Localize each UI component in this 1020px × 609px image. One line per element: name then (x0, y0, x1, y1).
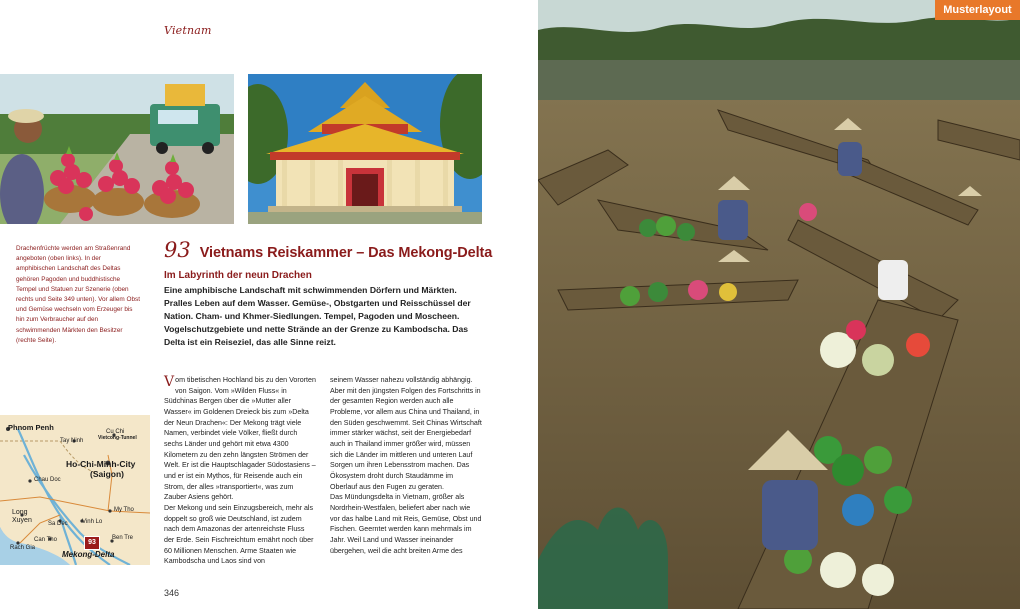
body-paragraph: Der Mekong und sein Einzugsbereich, mehr als doppelt so groß wie Deutschland, ist zudem nach dem Amazonas der artenreichste Fluss der Erde. Sein Fischreichtum ernährt noch über 60 Millionen Menschen. Arme Staaten wie Kambodscha und Laos sind von (164, 503, 314, 566)
photo-caption (16, 244, 140, 346)
musterlayout-badge: Musterlayout (935, 0, 1020, 20)
map-label-cu-chi: Cu Chi (106, 429, 125, 435)
body-column-2 (330, 375, 482, 556)
map-label-my-tho: My Tho (114, 507, 134, 513)
map-label-xuyen: Xuyen (12, 517, 32, 524)
chapter-title (164, 238, 504, 264)
body-text: om tibetischen Hochland bis zu den Vororten von Saigon. Vom »Wilden Fluss« in Südchinas Bergen über die »Mutter aller Wasser« im Goldenen Dreieck bis zum »Delta der Neun Drachen«: Der Mekong trägt viele Namen, verbindet viele Völker, fließt durch sechs Länder und gehört mit etwa 4300 Kilometern zu den zehn längsten Strömen der Welt. Er ist die Hauptschlagader Südostasiens – und er ist ein Mythos, für Reisende auch ein Strom, der alles »transportiert«, was zum Zauber Asiens gehört. (164, 376, 316, 502)
running-head: Vietnam (164, 24, 212, 37)
map-label-saigon: (Saigon) (90, 469, 124, 479)
caption-text: Drachenfrüchte werden am Straßenrand angeboten (oben links). In der amphibischen Landschaft des Deltas gehören Pagoden und buddhistische Tempel und Statuen zur Szenerie (oben rechts und Seite 349 unten). Vor allem Obst und Gemüse wechseln vom Erzeuger bis hin zum Verbraucher auf den schwimmenden Märkten den Besitzer (rechte Seite). (16, 245, 140, 344)
map-label-rach-gia: Rach Gia (10, 545, 36, 551)
page-number: 346 (164, 588, 180, 598)
subheading: Im Labyrinth der neun Drachen (164, 270, 312, 281)
map-label-long: Long (12, 509, 28, 516)
mekong-delta-map (0, 415, 150, 565)
body-column-1 (164, 375, 316, 567)
dragon-fruit-photo (0, 74, 234, 224)
drop-cap: V (164, 374, 175, 390)
chapter-heading: Vietnams Reiskammer – Das Mekong-Delta (199, 245, 493, 261)
map-label-vinh-lo: Vinh Lo (82, 519, 103, 525)
map-label-vietcong-tunnel: Vietcong-Tunnel (98, 435, 137, 441)
chapter-number: 93 (164, 238, 191, 262)
map-number-badge: 93 (84, 536, 100, 550)
floating-market-photo (538, 0, 1020, 609)
body-paragraph: seinem Wasser nahezu vollständig abhängig. Aber mit den jüngsten Folgen des Fortschritts in der gesamten Region werden auch alle Probleme, vor allem aus China und Thailand, in den Süden geschwemmt. Seit Chinas Wirtschaft immer stärker wächst, seit der Energiebedarf auch in Thailand immer größer wird, müssen sich die Länder im mittleren und unteren Lauf Sorgen um ihren Lebensstrom machen. Das Ökosystem droht durch Staudämme im Oberlauf aus den Fugen zu geraten. (330, 376, 482, 491)
map-label-hcmc: Ho-Chi-Minh-City (66, 459, 136, 469)
map-label-mekong-delta: Mekong-Delta (62, 550, 115, 559)
map-label-tay-ninh: Tay Ninh (60, 438, 84, 444)
map-label-sa-dec: Sa Dec (48, 521, 68, 527)
map-label-phnom-penh: Phnom Penh (8, 423, 54, 432)
map-label-ben-tre: Ben Tre (112, 535, 134, 541)
body-paragraph: Das Mündungsdelta in Vietnam, größer als Nordrhein-Westfalen, beliefert aber nach wie vor das halbe Land mit Reis, Gemüse, Obst und Fischen. Geerntet werden kann mehrmals im Jahr. Weil Land und Wasser ineinander übergehen, weil die acht breiten Arme des (330, 493, 482, 555)
map-label-can-tho: Can Tho (34, 537, 57, 543)
lead-paragraph: Eine amphibische Landschaft mit schwimmenden Dörfern und Märkten. Pralles Leben auf dem Wasser. Gemüse-, Obstgarten und Reisschüssel der Nation. Cham- und Khmer-Siedlungen. Tempel, Pagoden und Moscheen. Vogelschutzgebiete und nette Strände an der Grenze zu Kambodscha. Das Delta ist ein Reiseziel, das alle Sinne reizt. (164, 285, 471, 347)
temple-photo (248, 74, 482, 224)
body-paragraph (164, 375, 316, 503)
map-label-chau-doc: Chau Doc (34, 477, 61, 483)
